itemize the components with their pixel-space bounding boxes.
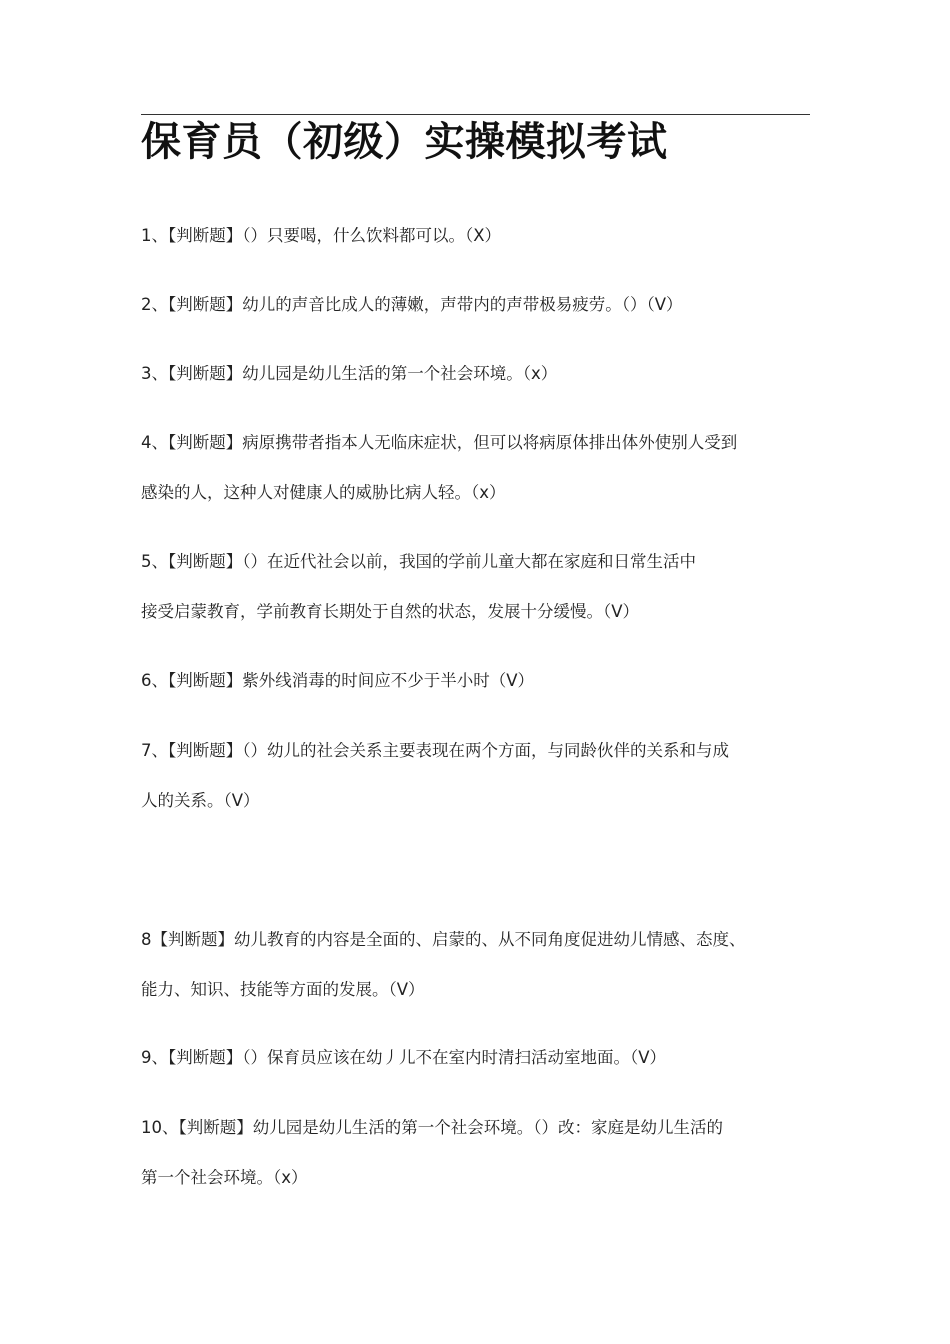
- question-1-line: 1、【判断题】（）只要喝，什么饮料都可以。（X）: [141, 226, 502, 245]
- question-4-line-1: 4、【判断题】病原携带者指本人无临床症状，但可以将病原体排出体外使别人受到: [141, 433, 738, 452]
- question-3-line: 3、【判断题】幼儿园是幼儿生活的第一个社会环境。（x）: [141, 364, 558, 383]
- question-5-line-2: 接受启蒙教育，学前教育长期处于自然的状态，发展十分缓慢。（V）: [141, 602, 640, 621]
- question-2-line: 2、【判断题】幼儿的声音比成人的薄嫩，声带内的声带极易疲劳。（）（V）: [141, 295, 683, 314]
- question-6-line: 6、【判断题】紫外线消毒的时间应不少于半小时（V）: [141, 671, 535, 690]
- question-5-line-1: 5、【判断题】（）在近代社会以前，我国的学前儿童大都在家庭和日常生活中: [141, 552, 696, 571]
- question-10-line-1: 10、【判断题】幼儿园是幼儿生活的第一个社会环境。（）改：家庭是幼儿生活的: [141, 1118, 723, 1137]
- question-7-line-2: 人的关系。（V）: [141, 791, 260, 810]
- question-4-line-2: 感染的人，这种人对健康人的威胁比病人轻。（x）: [141, 483, 506, 502]
- question-9-line: 9、【判断题】（）保育员应该在幼丿儿不在室内时清扫活动室地面。（V）: [141, 1048, 667, 1067]
- question-8-line-1: 8【判断题】幼儿教育的内容是全面的、启蒙的、从不同角度促进幼儿情感、态度、: [141, 930, 746, 949]
- page-title: 保育员（初级）实操模拟考试: [141, 119, 668, 165]
- question-7-line-1: 7、【判断题】（）幼儿的社会关系主要表现在两个方面，与同龄伙伴的关系和与成: [141, 741, 729, 760]
- question-10-line-2: 第一个社会环境。（x）: [141, 1168, 308, 1187]
- question-8-line-2: 能力、知识、技能等方面的发展。（V）: [141, 980, 425, 999]
- header-rule: [141, 114, 810, 115]
